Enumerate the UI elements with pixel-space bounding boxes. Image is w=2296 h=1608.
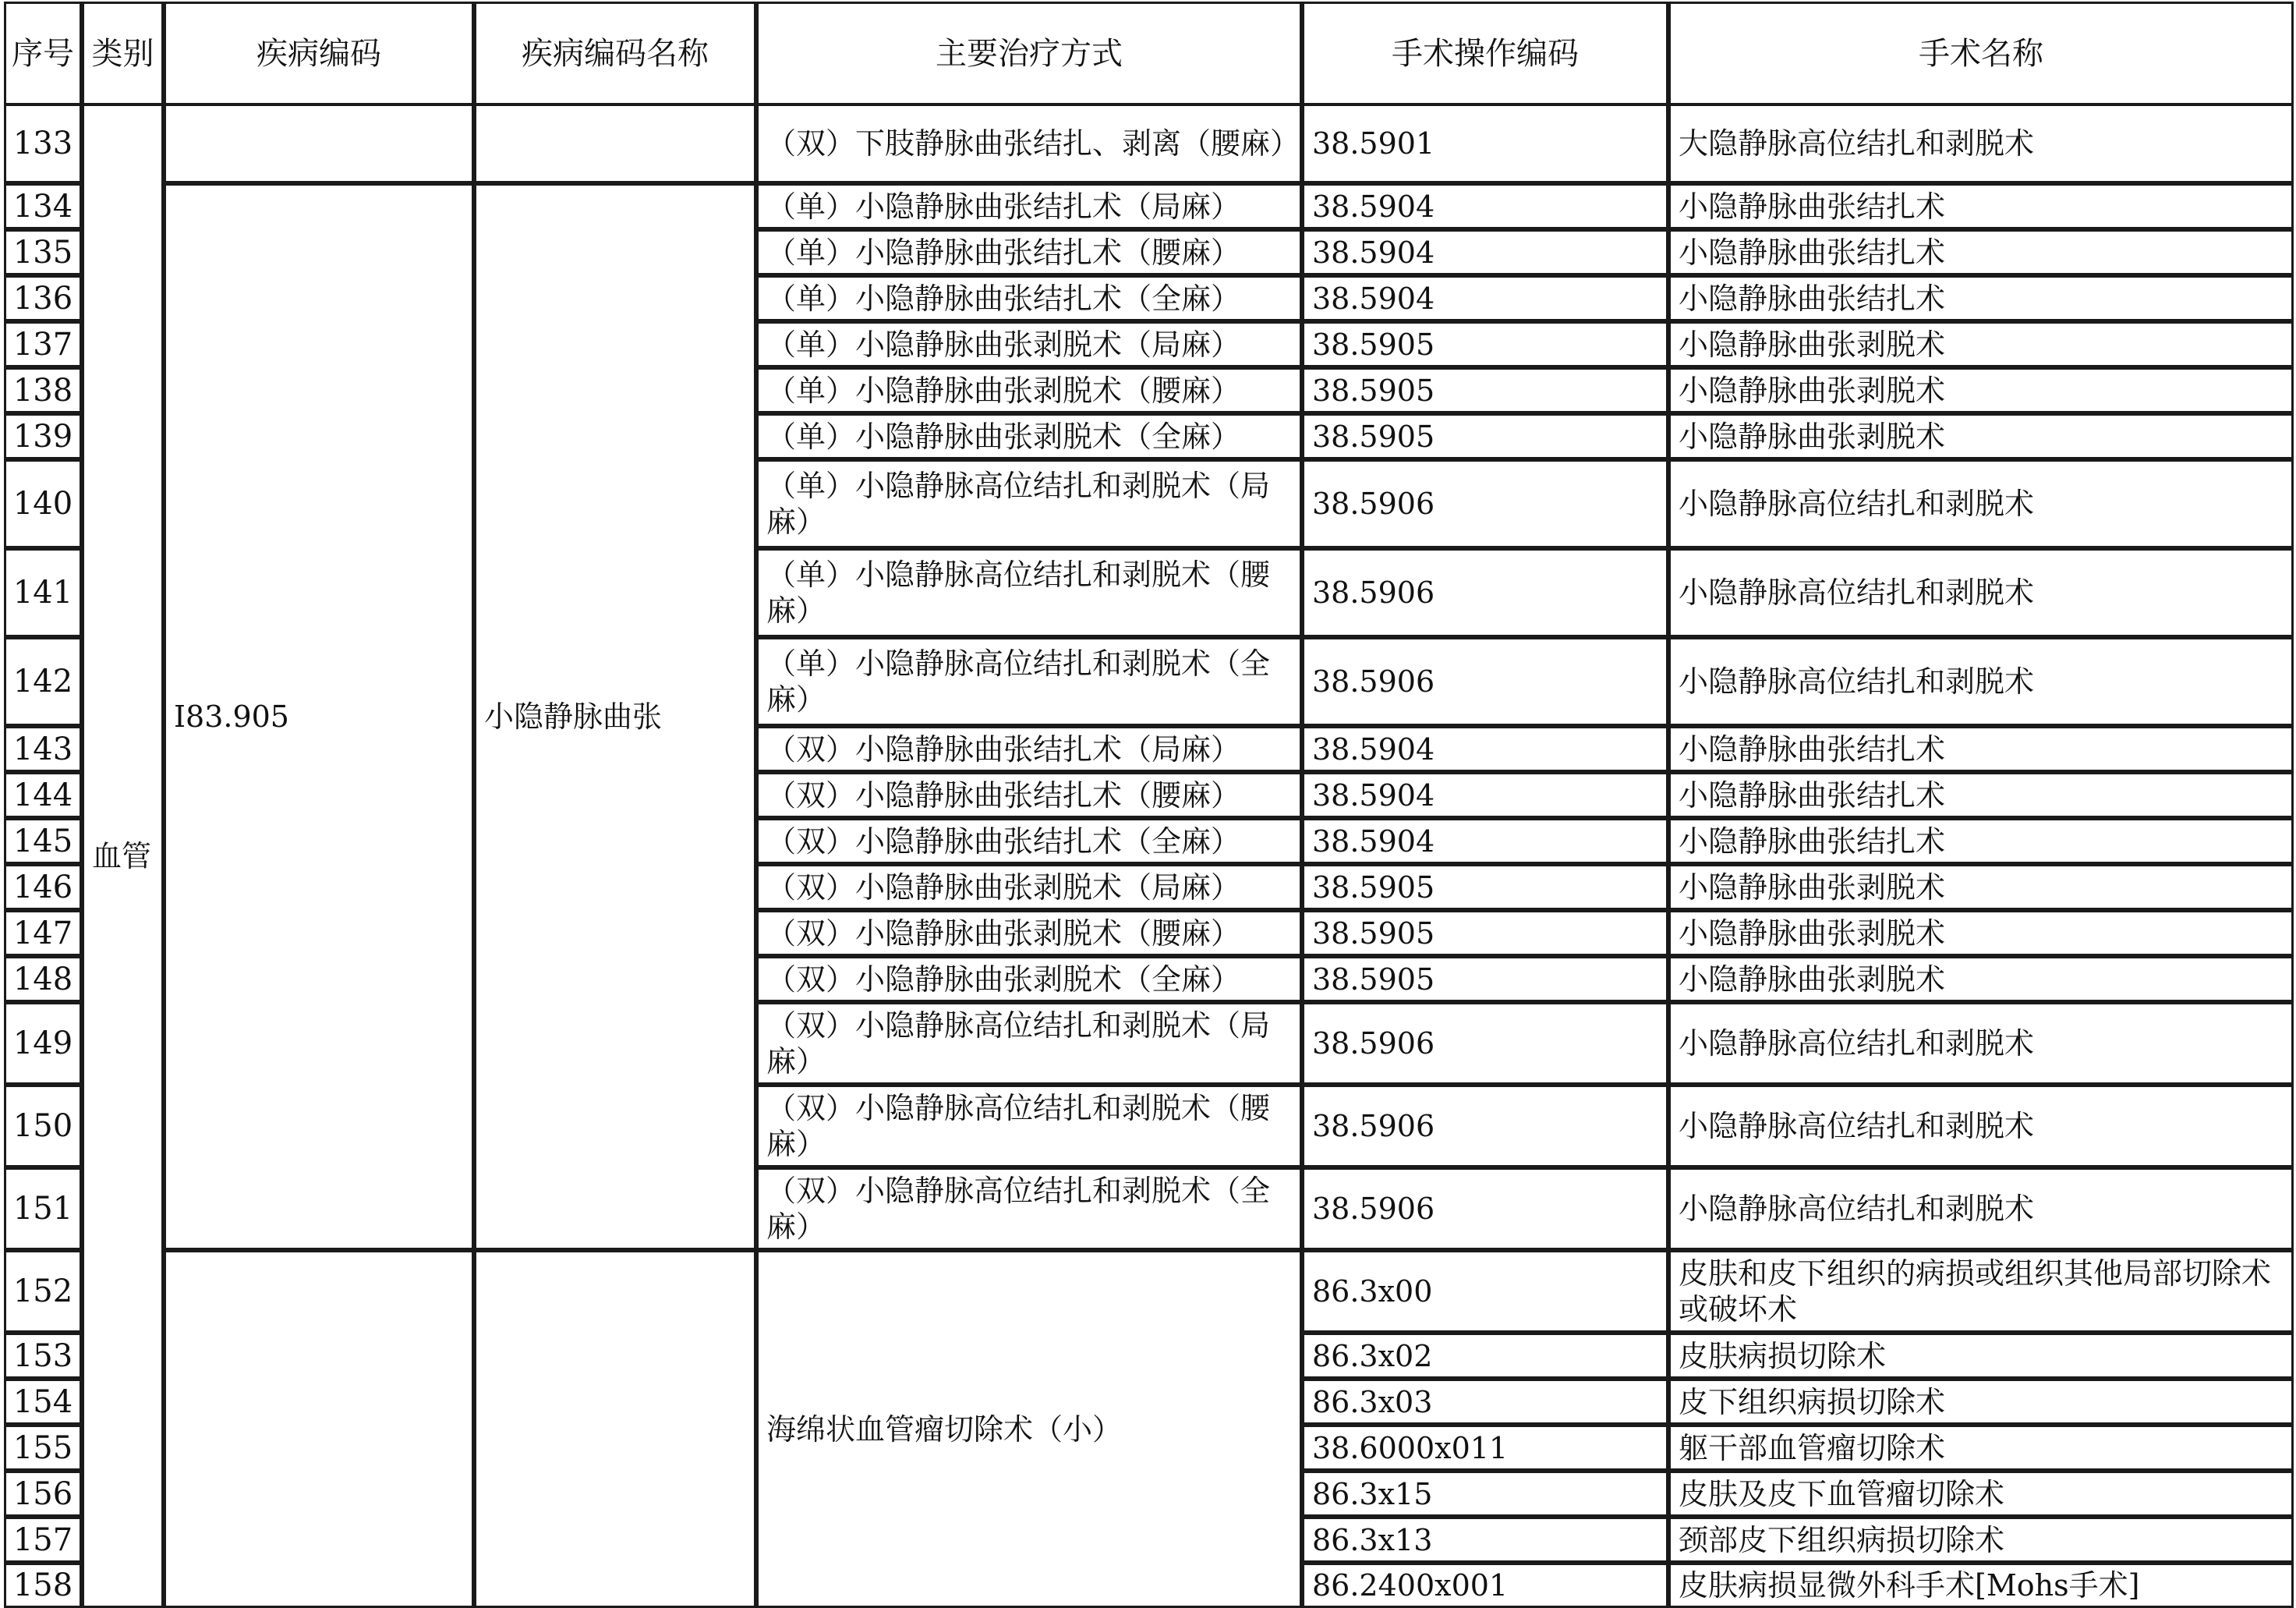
treatment-cell: （双）小隐静脉曲张剥脱术（局麻） xyxy=(756,864,1302,910)
treatment-cell-merged: 海绵状血管瘤切除术（小） xyxy=(756,1250,1302,1608)
op-name-cell: 小隐静脉曲张结扎术 xyxy=(1668,183,2294,229)
seq-cell: 143 xyxy=(4,726,82,772)
op-code-cell: 38.5906 xyxy=(1302,548,1668,637)
seq-cell: 158 xyxy=(4,1563,82,1608)
op-code-cell: 38.5905 xyxy=(1302,413,1668,459)
op-code-cell: 38.5904 xyxy=(1302,818,1668,864)
treatment-cell: （双）下肢静脉曲张结扎、剥离（腰麻） xyxy=(756,104,1302,183)
seq-cell: 151 xyxy=(4,1167,82,1250)
op-code-cell: 86.2400x001 xyxy=(1302,1563,1668,1608)
op-code-cell: 38.5906 xyxy=(1302,459,1668,548)
seq-cell: 142 xyxy=(4,637,82,726)
seq-cell: 139 xyxy=(4,413,82,459)
treatment-cell: （双）小隐静脉高位结扎和剥脱术（全麻） xyxy=(756,1167,1302,1250)
treatment-cell: （双）小隐静脉曲张结扎术（腰麻） xyxy=(756,772,1302,818)
treatment-cell: （单）小隐静脉曲张剥脱术（局麻） xyxy=(756,321,1302,367)
header-disease-code: 疾病编码 xyxy=(164,2,474,105)
op-code-cell: 38.5904 xyxy=(1302,726,1668,772)
op-name-cell: 小隐静脉曲张结扎术 xyxy=(1668,229,2294,275)
op-name-cell: 小隐静脉曲张结扎术 xyxy=(1668,726,2294,772)
op-name-cell: 小隐静脉曲张剥脱术 xyxy=(1668,321,2294,367)
seq-cell: 145 xyxy=(4,818,82,864)
disease-code-cell xyxy=(164,1250,474,1608)
category-cell: 血管 xyxy=(82,104,164,1608)
treatment-cell: （单）小隐静脉曲张剥脱术（全麻） xyxy=(756,413,1302,459)
seq-cell: 141 xyxy=(4,548,82,637)
disease-name-cell xyxy=(474,104,756,183)
op-name-cell: 躯干部血管瘤切除术 xyxy=(1668,1425,2294,1471)
op-code-cell: 38.5906 xyxy=(1302,1002,1668,1085)
seq-cell: 146 xyxy=(4,864,82,910)
op-name-cell: 小隐静脉高位结扎和剥脱术 xyxy=(1668,637,2294,726)
op-code-cell: 86.3x15 xyxy=(1302,1471,1668,1517)
op-code-cell: 38.5906 xyxy=(1302,1167,1668,1250)
treatment-cell: （单）小隐静脉高位结扎和剥脱术（全麻） xyxy=(756,637,1302,726)
op-code-cell: 38.5904 xyxy=(1302,275,1668,321)
op-code-cell: 38.5905 xyxy=(1302,367,1668,413)
treatment-cell: （双）小隐静脉曲张结扎术（局麻） xyxy=(756,726,1302,772)
disease-name-cell: 小隐静脉曲张 xyxy=(474,183,756,1250)
header-seq: 序号 xyxy=(4,2,82,105)
op-name-cell: 小隐静脉高位结扎和剥脱术 xyxy=(1668,1002,2294,1085)
treatment-cell: （双）小隐静脉曲张结扎术（全麻） xyxy=(756,818,1302,864)
seq-cell: 140 xyxy=(4,459,82,548)
seq-cell: 153 xyxy=(4,1333,82,1379)
seq-cell: 137 xyxy=(4,321,82,367)
op-name-cell: 大隐静脉高位结扎和剥脱术 xyxy=(1668,104,2294,183)
op-name-cell: 小隐静脉曲张剥脱术 xyxy=(1668,864,2294,910)
seq-cell: 156 xyxy=(4,1471,82,1517)
op-code-cell: 38.5905 xyxy=(1302,910,1668,956)
header-op-code: 手术操作编码 xyxy=(1302,2,1668,105)
op-name-cell: 小隐静脉曲张结扎术 xyxy=(1668,772,2294,818)
seq-cell: 144 xyxy=(4,772,82,818)
op-code-cell: 38.5904 xyxy=(1302,229,1668,275)
treatment-cell: （双）小隐静脉高位结扎和剥脱术（腰麻） xyxy=(756,1085,1302,1167)
treatment-cell: （单）小隐静脉高位结扎和剥脱术（局麻） xyxy=(756,459,1302,548)
treatment-cell: （单）小隐静脉曲张结扎术（腰麻） xyxy=(756,229,1302,275)
op-code-cell: 38.5906 xyxy=(1302,637,1668,726)
op-code-cell: 86.3x00 xyxy=(1302,1250,1668,1333)
op-code-cell: 86.3x02 xyxy=(1302,1333,1668,1379)
seq-cell: 155 xyxy=(4,1425,82,1471)
seq-cell: 152 xyxy=(4,1250,82,1333)
op-name-cell: 小隐静脉曲张剥脱术 xyxy=(1668,413,2294,459)
op-name-cell: 小隐静脉曲张结扎术 xyxy=(1668,818,2294,864)
op-name-cell: 皮肤病损切除术 xyxy=(1668,1333,2294,1379)
op-name-cell: 小隐静脉高位结扎和剥脱术 xyxy=(1668,548,2294,637)
treatment-cell: （单）小隐静脉曲张剥脱术（腰麻） xyxy=(756,367,1302,413)
op-code-cell: 38.5906 xyxy=(1302,1085,1668,1167)
treatment-cell: （双）小隐静脉高位结扎和剥脱术（局麻） xyxy=(756,1002,1302,1085)
op-name-cell: 小隐静脉曲张剥脱术 xyxy=(1668,956,2294,1002)
op-name-cell: 颈部皮下组织病损切除术 xyxy=(1668,1517,2294,1563)
op-code-cell: 38.5901 xyxy=(1302,104,1668,183)
op-code-cell: 86.3x03 xyxy=(1302,1379,1668,1425)
op-code-cell: 38.5905 xyxy=(1302,321,1668,367)
header-category: 类别 xyxy=(82,2,164,105)
op-name-cell: 皮肤及皮下血管瘤切除术 xyxy=(1668,1471,2294,1517)
seq-cell: 147 xyxy=(4,910,82,956)
op-name-cell: 小隐静脉高位结扎和剥脱术 xyxy=(1668,1085,2294,1167)
op-code-cell: 86.3x13 xyxy=(1302,1517,1668,1563)
treatment-cell: （双）小隐静脉曲张剥脱术（腰麻） xyxy=(756,910,1302,956)
header-op-name: 手术名称 xyxy=(1668,2,2294,105)
op-code-cell: 38.5905 xyxy=(1302,864,1668,910)
op-name-cell: 皮下组织病损切除术 xyxy=(1668,1379,2294,1425)
disease-code-cell: I83.905 xyxy=(164,183,474,1250)
op-name-cell: 皮肤病损显微外科手术[Mohs手术] xyxy=(1668,1563,2294,1608)
op-name-cell: 小隐静脉曲张结扎术 xyxy=(1668,275,2294,321)
op-code-cell: 38.5905 xyxy=(1302,956,1668,1002)
op-name-cell: 小隐静脉高位结扎和剥脱术 xyxy=(1668,459,2294,548)
seq-cell: 136 xyxy=(4,275,82,321)
seq-cell: 150 xyxy=(4,1085,82,1167)
treatment-cell: （单）小隐静脉曲张结扎术（局麻） xyxy=(756,183,1302,229)
header-treatment: 主要治疗方式 xyxy=(756,2,1302,105)
op-name-cell: 皮肤和皮下组织的病损或组织其他局部切除术或破坏术 xyxy=(1668,1250,2294,1333)
disease-code-cell xyxy=(164,104,474,183)
op-name-cell: 小隐静脉曲张剥脱术 xyxy=(1668,367,2294,413)
seq-cell: 138 xyxy=(4,367,82,413)
seq-cell: 154 xyxy=(4,1379,82,1425)
seq-cell: 148 xyxy=(4,956,82,1002)
op-code-cell: 38.5904 xyxy=(1302,772,1668,818)
seq-cell: 157 xyxy=(4,1517,82,1563)
treatment-cell: （单）小隐静脉高位结扎和剥脱术（腰麻） xyxy=(756,548,1302,637)
seq-cell: 134 xyxy=(4,183,82,229)
op-code-cell: 38.5904 xyxy=(1302,183,1668,229)
treatment-cell: （单）小隐静脉曲张结扎术（全麻） xyxy=(756,275,1302,321)
op-name-cell: 小隐静脉曲张剥脱术 xyxy=(1668,910,2294,956)
disease-name-cell xyxy=(474,1250,756,1608)
op-code-cell: 38.6000x011 xyxy=(1302,1425,1668,1471)
seq-cell: 149 xyxy=(4,1002,82,1085)
seq-cell: 135 xyxy=(4,229,82,275)
header-disease-name: 疾病编码名称 xyxy=(474,2,756,105)
op-name-cell: 小隐静脉高位结扎和剥脱术 xyxy=(1668,1167,2294,1250)
seq-cell: 133 xyxy=(4,104,82,183)
treatment-cell: （双）小隐静脉曲张剥脱术（全麻） xyxy=(756,956,1302,1002)
